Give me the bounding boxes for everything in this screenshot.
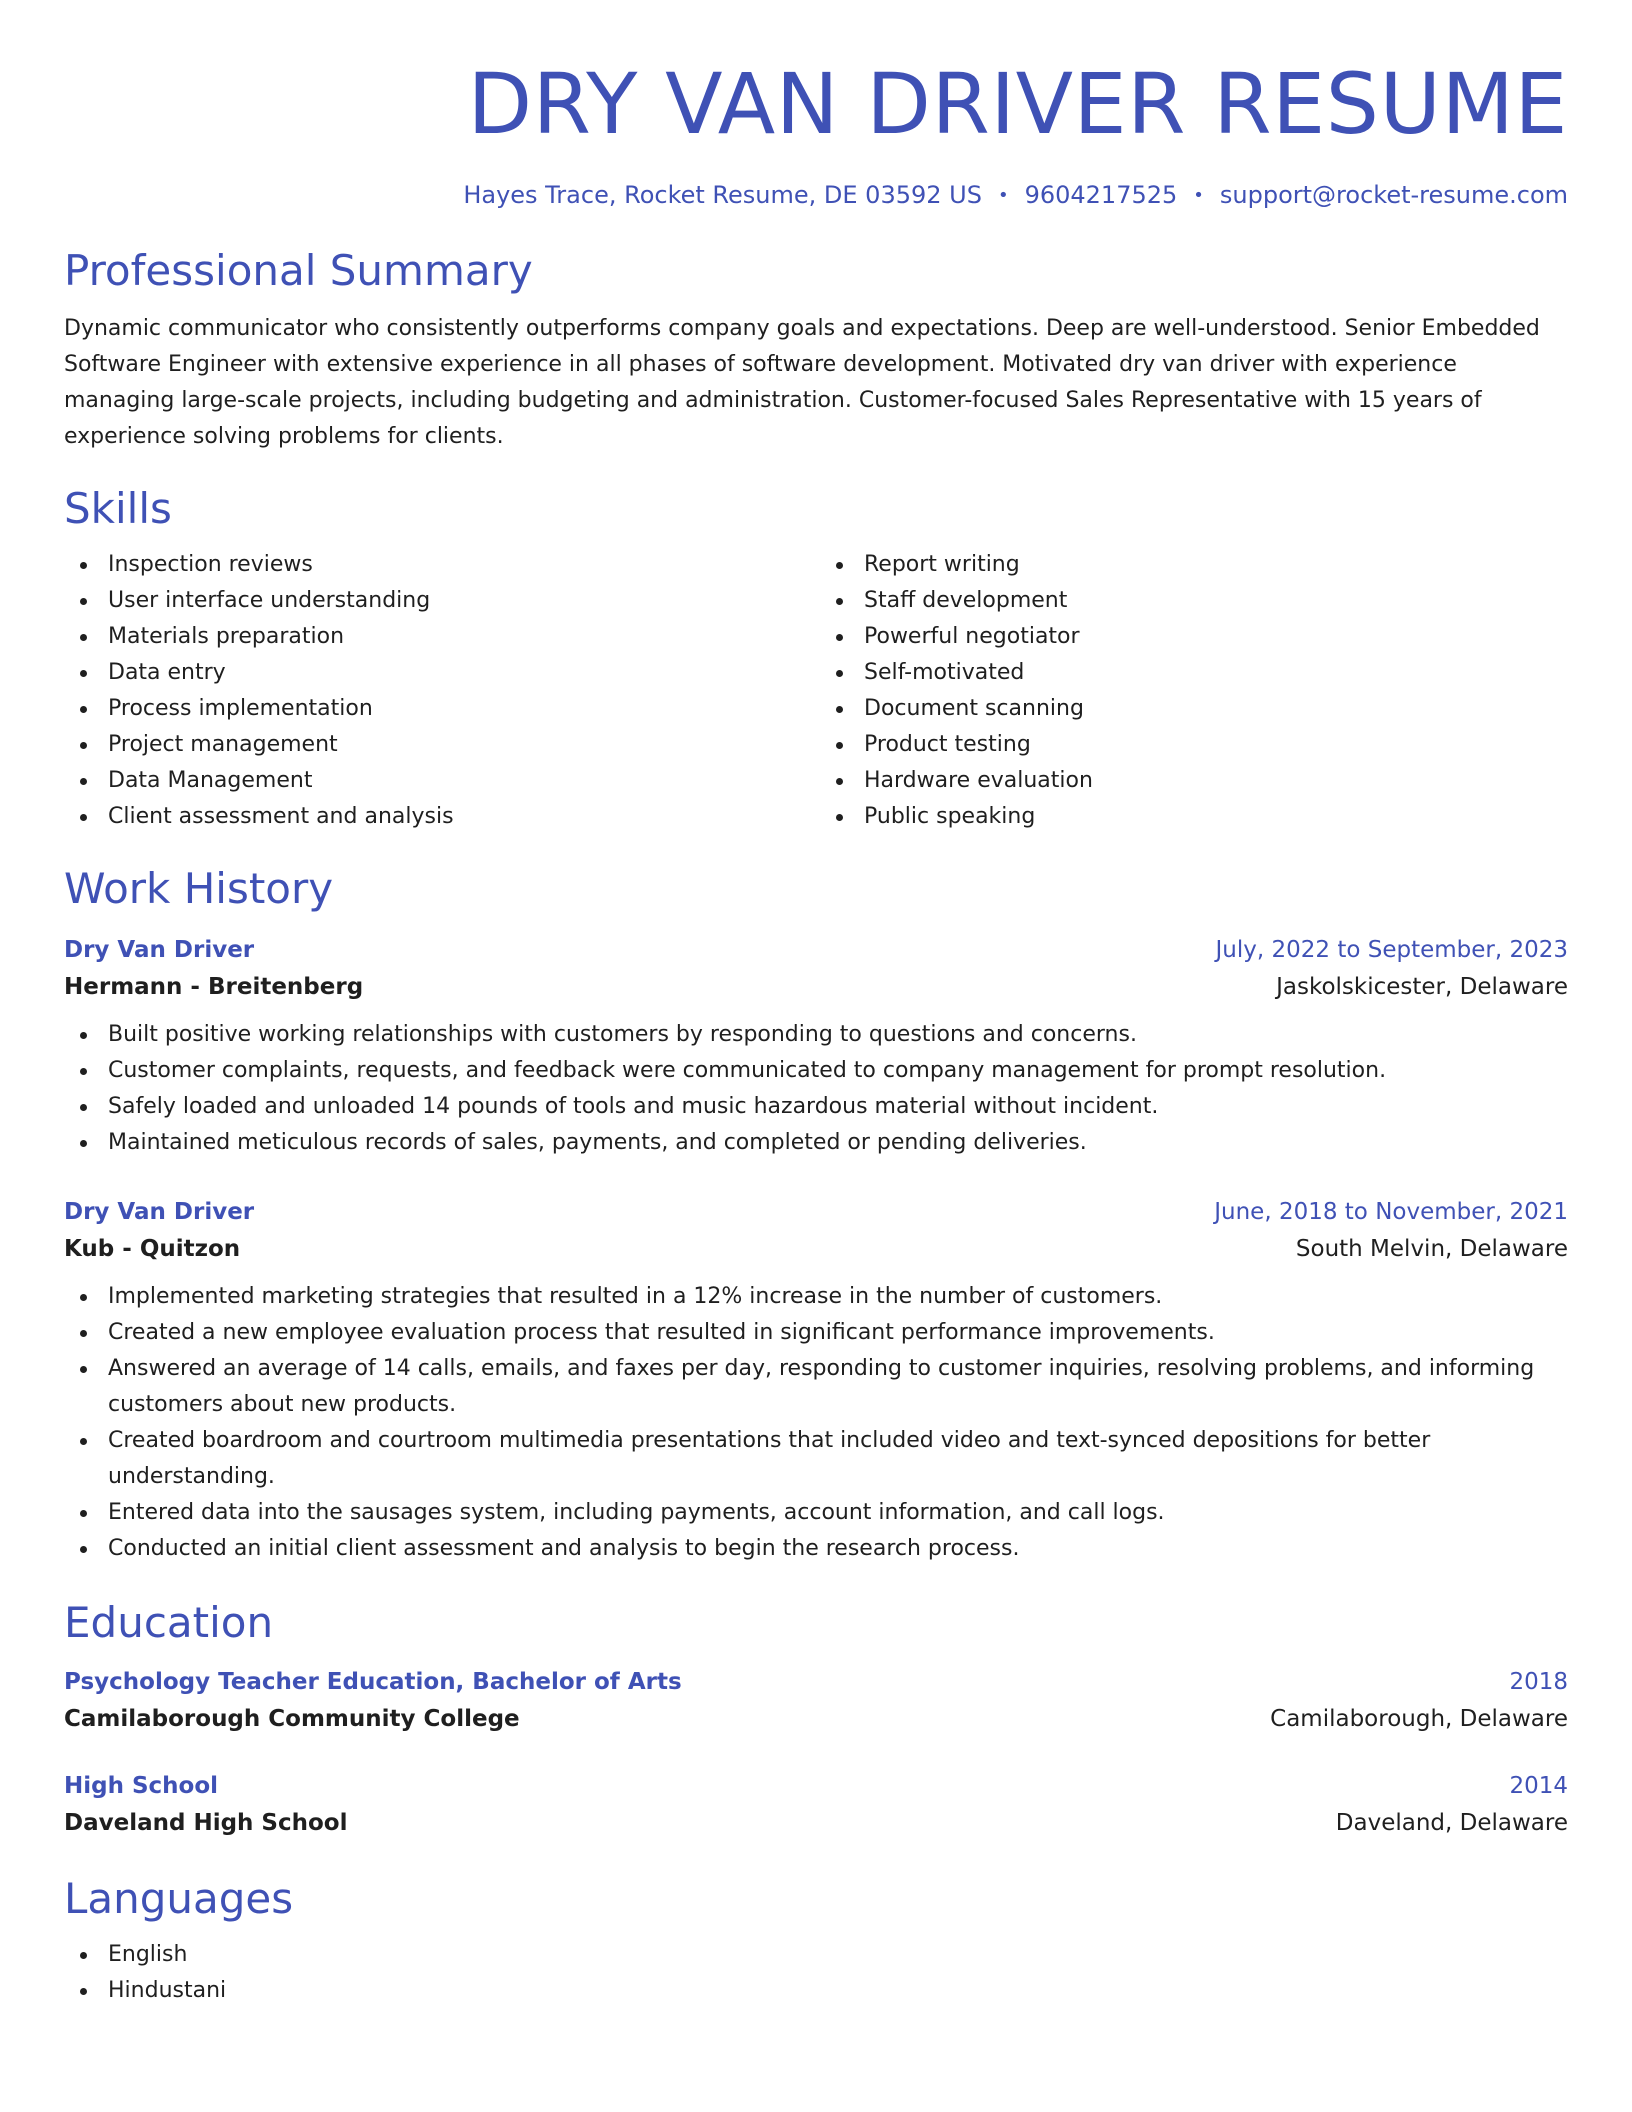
job-duty: Entered data into the sausages system, including payments, account information, and call logs. — [64, 1495, 1568, 1531]
job-location: South Melvin, Delaware — [1295, 1236, 1568, 1262]
skill-item: Document scanning — [820, 691, 1568, 727]
skills-grid — [64, 547, 1568, 835]
contact-email: support@rocket-resume.com — [1219, 181, 1568, 209]
job-duties-list — [64, 1279, 1568, 1567]
skill-item: Staff development — [820, 583, 1568, 619]
skills-section — [64, 483, 1568, 835]
education-header-row — [64, 1665, 1568, 1699]
contact-line — [64, 180, 1568, 213]
education-year: 2014 — [1509, 1773, 1568, 1799]
section-title-languages: Languages — [64, 1874, 294, 1923]
education-school-row — [64, 1699, 1568, 1739]
job-dates: June, 2018 to November, 2021 — [1214, 1199, 1568, 1225]
skills-list-right — [816, 547, 1568, 835]
skill-item: Report writing — [820, 547, 1568, 583]
job-duty: Implemented marketing strategies that resulted in a 12% increase in the number of customers. — [64, 1279, 1568, 1315]
skill-item: Hardware evaluation — [820, 763, 1568, 799]
language-item: Hindustani — [64, 1973, 1568, 2009]
job-header-row — [64, 933, 1568, 967]
skill-item: Data entry — [64, 655, 816, 691]
contact-separator: • — [1193, 185, 1204, 206]
job-duty: Conducted an initial client assessment and analysis to begin the research process. — [64, 1531, 1568, 1567]
skill-item: Process implementation — [64, 691, 816, 727]
skill-item: Project management — [64, 727, 816, 763]
education-location: Daveland, Delaware — [1335, 1810, 1568, 1836]
languages-list — [64, 1937, 1568, 2009]
education-school-row — [64, 1803, 1568, 1843]
job-location: Jaskolskicester, Delaware — [1276, 974, 1568, 1000]
summary-text: Dynamic communicator who consistently outperforms company goals and expectations. Deep are well-understood. Senior Embedded Software Engineer with extensive experience in all phases of software development. Motivated dry van driver with experience managing large-scale projects, including budgeting and administration. Customer-focused Sales Representative with 15 years of experience solving problems for clients. — [64, 316, 1540, 449]
education-entry — [64, 1665, 1568, 1739]
skills-list-left — [64, 547, 816, 835]
job-entry — [64, 1195, 1568, 1567]
job-duty: Created boardroom and courtroom multimedia presentations that included video and text-synced depositions for better understanding. — [64, 1423, 1568, 1495]
section-title-summary: Professional Summary — [64, 246, 533, 295]
education-section — [64, 1597, 1568, 1843]
skill-item: Inspection reviews — [64, 547, 816, 583]
job-dates: July, 2022 to September, 2023 — [1215, 937, 1568, 963]
skill-item: Client assessment and analysis — [64, 799, 816, 835]
language-item: English — [64, 1937, 1568, 1973]
skill-item: Powerful negotiator — [820, 619, 1568, 655]
job-duty: Maintained meticulous records of sales, payments, and completed or pending deliveries. — [64, 1125, 1568, 1161]
skill-item: User interface understanding — [64, 583, 816, 619]
resume-header — [64, 56, 1568, 213]
section-title-education: Education — [64, 1598, 274, 1647]
section-title-work-history: Work History — [64, 864, 334, 913]
job-entry — [64, 933, 1568, 1161]
education-school: Camilaborough Community College — [64, 1706, 520, 1732]
job-duty: Answered an average of 14 calls, emails, and faxes per day, responding to customer inquiries, resolving problems, and informing customers about new products. — [64, 1351, 1568, 1423]
job-title: Dry Van Driver — [64, 937, 255, 963]
education-header-row — [64, 1769, 1568, 1803]
contact-phone: 9604217525 — [1024, 181, 1178, 209]
job-company-row — [64, 1229, 1568, 1269]
job-company: Hermann - Breitenberg — [64, 974, 364, 1000]
job-company-row — [64, 967, 1568, 1007]
professional-summary-section — [64, 245, 1568, 455]
job-duty: Customer complaints, requests, and feedback were communicated to company management for prompt resolution. — [64, 1053, 1568, 1089]
education-location: Camilaborough, Delaware — [1270, 1706, 1568, 1732]
skill-item: Public speaking — [820, 799, 1568, 835]
contact-address: Hayes Trace, Rocket Resume, DE 03592 US — [463, 181, 982, 209]
job-duty: Built positive working relationships with customers by responding to questions and concerns. — [64, 1017, 1568, 1053]
job-duty: Safely loaded and unloaded 14 pounds of tools and music hazardous material without incident. — [64, 1089, 1568, 1125]
contact-separator: • — [997, 185, 1009, 206]
job-duties-list — [64, 1017, 1568, 1161]
skill-item: Data Management — [64, 763, 816, 799]
resume-title: DRY VAN DRIVER RESUME — [467, 55, 1568, 153]
education-degree: Psychology Teacher Education, Bachelor of Arts — [64, 1669, 682, 1695]
education-year: 2018 — [1509, 1669, 1568, 1695]
education-entry — [64, 1769, 1568, 1843]
job-header-row — [64, 1195, 1568, 1229]
education-school: Daveland High School — [64, 1810, 348, 1836]
section-title-skills: Skills — [64, 484, 172, 533]
work-history-section — [64, 863, 1568, 1567]
education-degree: High School — [64, 1773, 219, 1799]
job-title: Dry Van Driver — [64, 1199, 255, 1225]
job-company: Kub - Quitzon — [64, 1236, 241, 1262]
job-duty: Created a new employee evaluation process that resulted in significant performance improvements. — [64, 1315, 1568, 1351]
languages-section — [64, 1873, 1568, 2009]
skill-item: Materials preparation — [64, 619, 816, 655]
skill-item: Product testing — [820, 727, 1568, 763]
skill-item: Self-motivated — [820, 655, 1568, 691]
